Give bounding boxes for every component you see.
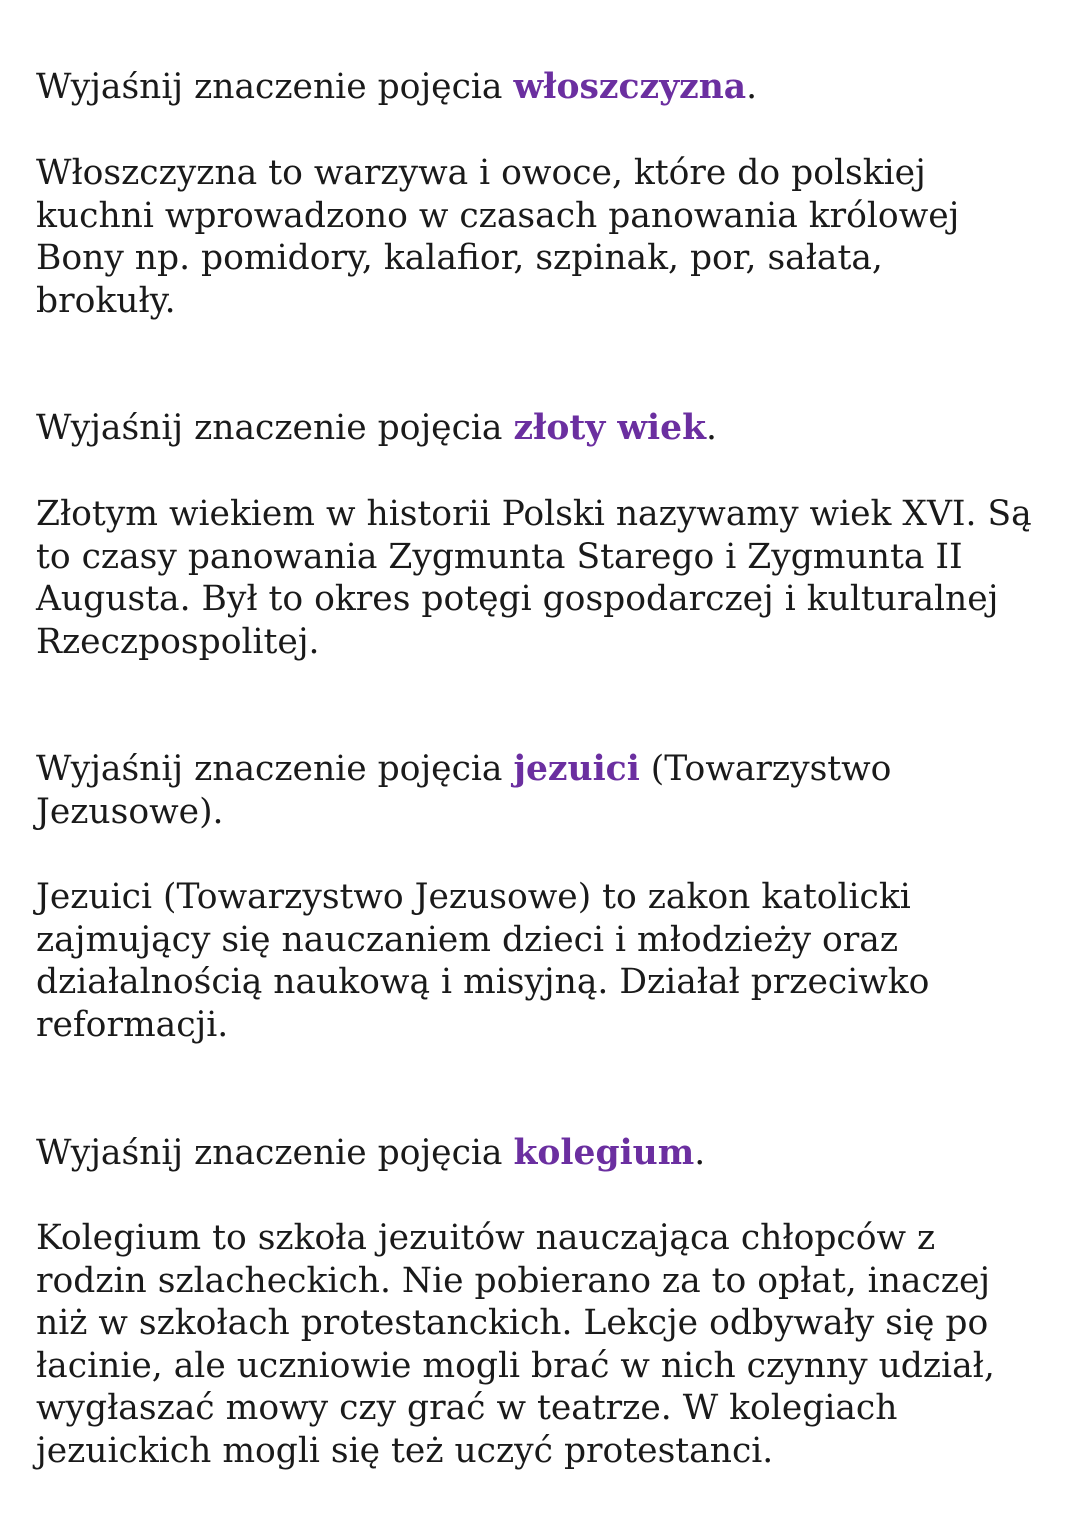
term-zloty-wiek: złoty wiek <box>513 408 706 448</box>
answer-wloszczyzna <box>36 152 1066 322</box>
question-suffix: . <box>746 67 758 107</box>
answer-line: Kolegium to szkoła jezuitów nauczająca chłopców z <box>36 1218 936 1258</box>
answer-line: Jezuici (Towarzystwo Jezusowe) to zakon katolicki <box>36 877 911 917</box>
question-line <box>36 748 1066 791</box>
question-suffix-line: Jezusowe). <box>36 791 224 832</box>
question-prefix: Wyjaśnij znaczenie pojęcia <box>36 749 514 789</box>
answer-line: rodzin szlacheckich. Nie pobierano za to opłat, inaczej <box>36 1260 991 1301</box>
answer-line: kuchni wprowadzono w czasach panowania królowej <box>36 195 960 236</box>
answer-line: brokuły. <box>36 280 176 321</box>
question-suffix: . <box>694 1133 706 1173</box>
answer-line: Włoszczyzna to warzywa i owoce, które do polskiej <box>36 153 926 193</box>
term-kolegium: kolegium <box>513 1133 695 1173</box>
question-prefix: Wyjaśnij znaczenie pojęcia <box>36 408 514 448</box>
question-zloty-wiek <box>36 407 1066 450</box>
question-wloszczyzna <box>36 66 1066 109</box>
answer-line: to czasy panowania Zygmunta Starego i Zygmunta II <box>36 536 963 577</box>
question-prefix: Wyjaśnij znaczenie pojęcia <box>36 1133 514 1173</box>
question-jezuici <box>36 748 1066 833</box>
answer-line: reformacji. <box>36 1004 229 1045</box>
answer-line: wygłaszać mowy czy grać w teatrze. W kolegiach <box>36 1388 898 1428</box>
question-suffix: . <box>706 408 717 448</box>
answer-line: działalnością naukową i misyjną. Działał przeciwko <box>36 962 930 1002</box>
question-prefix: Wyjaśnij znaczenie pojęcia <box>36 67 514 107</box>
term-jezuici: jezuici <box>513 749 640 789</box>
question-suffix: (Towarzystwo <box>639 749 892 789</box>
answer-zloty-wiek <box>36 493 1066 663</box>
answer-line: Rzeczpospolitej. <box>36 621 320 662</box>
answer-line: jezuickich mogli się też uczyć protestanci. <box>36 1430 774 1471</box>
question-kolegium <box>36 1132 1066 1175</box>
answer-line: Bony np. pomidory, kalafior, szpinak, por, sałata, <box>36 238 883 278</box>
answer-kolegium <box>36 1217 1066 1472</box>
answer-line: niż w szkołach protestanckich. Lekcje odbywały się po <box>36 1303 989 1343</box>
answer-jezuici <box>36 876 1066 1046</box>
answer-line: łacinie, ale uczniowie mogli brać w nich czynny udział, <box>36 1345 995 1386</box>
term-wloszczyzna: włoszczyzna <box>513 67 747 107</box>
answer-line: Augusta. Był to okres potęgi gospodarczej i kulturalnej <box>36 579 999 619</box>
answer-line: zajmujący się nauczaniem dzieci i młodzieży oraz <box>36 919 899 960</box>
answer-line: Złotym wiekiem w historii Polski nazywamy wiek XVI. Są <box>36 494 1032 534</box>
